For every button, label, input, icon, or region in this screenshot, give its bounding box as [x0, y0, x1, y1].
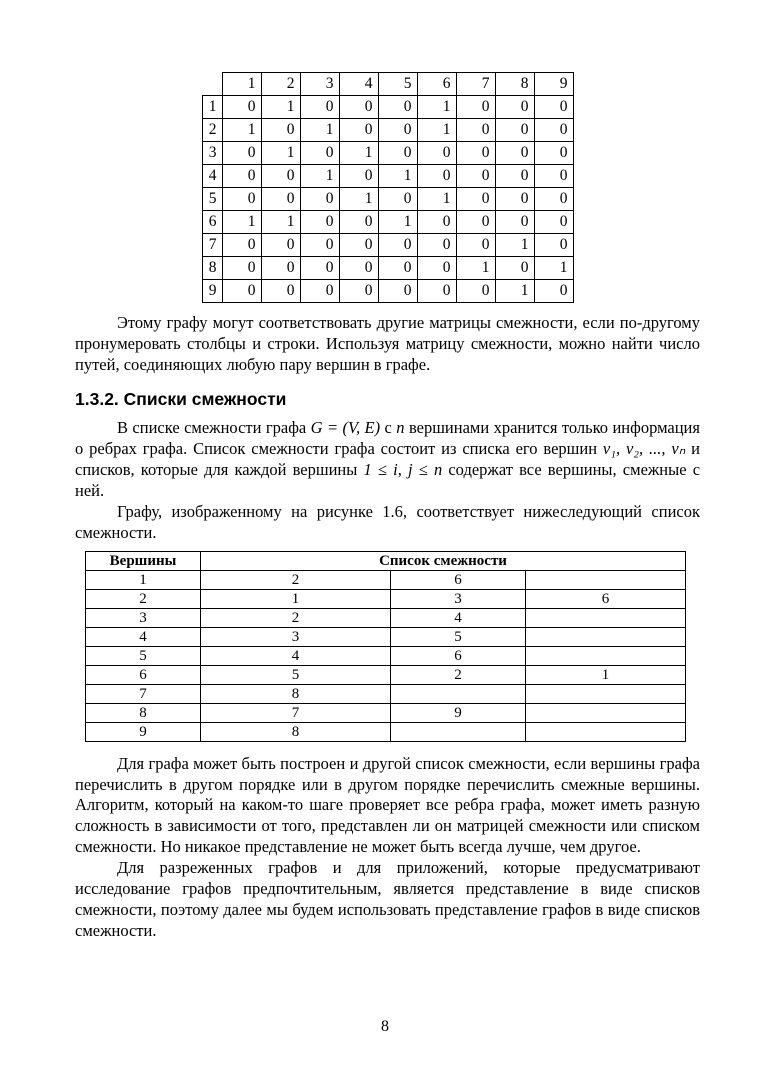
matrix-cell: 0: [300, 257, 339, 280]
matrix-cell: 0: [300, 211, 339, 234]
matrix-cell: 1: [261, 96, 300, 119]
adjacency-row: [86, 703, 686, 722]
paragraph-segment: вершинами хранится только информация о ребрах графа. Список смежности графа состоит из списка его вершин: [75, 417, 700, 458]
adjacency-list-cell: [526, 703, 686, 722]
matrix-row-label: 5: [202, 188, 222, 211]
matrix-cell: 0: [378, 119, 417, 142]
adjacency-list-cell: [526, 608, 686, 627]
matrix-row: [202, 165, 573, 188]
matrix-cell: 0: [456, 142, 495, 165]
paragraph-segment: В списке смежности графа: [117, 417, 311, 437]
paragraph-segment: с: [380, 417, 397, 437]
adjacency-list-cell: 5: [201, 665, 391, 684]
matrix-cell: 0: [378, 257, 417, 280]
paragraph-sparse-graphs: Для разреженных графов и для приложений, которые предусматривают исследование графов предпочтительным, является представление в виде списков смежности, поэтому далее мы будем использовать представление графов в виде списков смежности.: [75, 858, 700, 941]
matrix-cell: 0: [222, 280, 261, 303]
matrix-cell: 0: [495, 257, 534, 280]
matrix-cell: 1: [495, 280, 534, 303]
matrix-cell: 0: [378, 96, 417, 119]
adjacency-list-cell: 2: [201, 608, 391, 627]
matrix-cell: 0: [339, 211, 378, 234]
matrix-cell: 1: [300, 119, 339, 142]
adjacency-list-cell: 8: [201, 684, 391, 703]
adjacency-row: [86, 722, 686, 741]
paragraph-figure-note: Графу, изображенному на рисунке 1.6, соответствует нижеследующий список смежности.: [75, 501, 700, 542]
adjacency-list-cell: 2: [201, 570, 391, 589]
matrix-row: [202, 234, 573, 257]
adjacency-body: [86, 570, 686, 741]
matrix-cell: 1: [417, 119, 456, 142]
matrix-cell: 0: [339, 119, 378, 142]
paragraph-segment: содержат все вершины, смежные с ней.: [75, 459, 701, 500]
adjacency-list-cell: 5: [391, 627, 526, 646]
matrix-cell: 1: [222, 211, 261, 234]
paragraph-segment: n: [396, 417, 405, 437]
matrix-cell: 0: [300, 234, 339, 257]
matrix-cell: 0: [417, 165, 456, 188]
matrix-cell: 0: [339, 234, 378, 257]
adjacency-list-cell: 1: [201, 589, 391, 608]
matrix-cell: 0: [417, 211, 456, 234]
matrix-cell: 1: [534, 257, 573, 280]
matrix-header-container: [202, 73, 573, 96]
adjacency-header-vertices: Вершины: [86, 551, 201, 570]
matrix-cell: 1: [261, 142, 300, 165]
matrix-row-label: 3: [202, 142, 222, 165]
adjacency-list-cell: 6: [526, 589, 686, 608]
matrix-cell: 0: [222, 257, 261, 280]
matrix-cell: 0: [378, 188, 417, 211]
adjacency-row: [86, 589, 686, 608]
matrix-col-header: 6: [417, 73, 456, 96]
matrix-cell: 1: [456, 257, 495, 280]
paragraph-segment: и списков, которые для каждой вершины: [75, 438, 700, 479]
matrix-row-label: 9: [202, 280, 222, 303]
matrix-cell: 0: [261, 280, 300, 303]
matrix-row: [202, 280, 573, 303]
matrix-col-header: 2: [261, 73, 300, 96]
adjacency-list-cell: 3: [391, 589, 526, 608]
adjacency-list-cell: 6: [391, 570, 526, 589]
matrix-cell: 0: [495, 211, 534, 234]
matrix-cell: 1: [261, 211, 300, 234]
matrix-cell: 0: [456, 188, 495, 211]
matrix-cell: 0: [417, 257, 456, 280]
matrix-cell: 0: [534, 165, 573, 188]
matrix-cell: 0: [222, 165, 261, 188]
matrix-row-label: 1: [202, 96, 222, 119]
adjacency-list-cell: [391, 684, 526, 703]
matrix-col-header: 4: [339, 73, 378, 96]
matrix-row: [202, 142, 573, 165]
adjacency-list-cell: [526, 646, 686, 665]
adjacency-list-cell: 7: [201, 703, 391, 722]
matrix-row: [202, 96, 573, 119]
matrix-row-label: 4: [202, 165, 222, 188]
matrix-cell: 0: [300, 188, 339, 211]
matrix-cell: 0: [339, 257, 378, 280]
matrix-cell: 0: [495, 165, 534, 188]
matrix-cell: 0: [456, 211, 495, 234]
matrix-col-header: 1: [222, 73, 261, 96]
matrix-cell: 0: [417, 234, 456, 257]
paragraph-adjacency-intro: [75, 418, 700, 502]
paragraph-segment: v₁, v₂, ..., vₙ: [602, 438, 686, 458]
matrix-cell: 0: [261, 119, 300, 142]
adjacency-vertex-cell: 9: [86, 722, 201, 741]
matrix-cell: 0: [339, 165, 378, 188]
matrix-cell: 0: [534, 142, 573, 165]
paragraph-segment: G = (V, E): [310, 417, 381, 437]
adjacency-vertex-cell: 7: [86, 684, 201, 703]
matrix-cell: 0: [534, 280, 573, 303]
matrix-cell: 1: [378, 165, 417, 188]
matrix-col-header: 9: [534, 73, 573, 96]
matrix-col-header: 8: [495, 73, 534, 96]
matrix-cell: 1: [378, 211, 417, 234]
page-number: 8: [381, 1018, 389, 1035]
adjacency-list-cell: 2: [391, 665, 526, 684]
matrix-corner-cell: [202, 73, 222, 96]
matrix-row: [202, 211, 573, 234]
adjacency-row: [86, 627, 686, 646]
adjacency-matrix-table: [202, 72, 574, 303]
matrix-col-header: 3: [300, 73, 339, 96]
adjacency-list-cell: 4: [391, 608, 526, 627]
adjacency-list-table: [85, 551, 686, 742]
matrix-cell: 0: [222, 142, 261, 165]
adjacency-header-container: [86, 551, 686, 570]
adjacency-list-cell: 1: [526, 665, 686, 684]
matrix-cell: 1: [417, 96, 456, 119]
matrix-cell: 0: [534, 188, 573, 211]
matrix-cell: 0: [495, 188, 534, 211]
matrix-cell: 0: [261, 188, 300, 211]
adjacency-vertex-cell: 1: [86, 570, 201, 589]
matrix-body: [202, 96, 573, 303]
adjacency-row: [86, 646, 686, 665]
adjacency-list-cell: 6: [391, 646, 526, 665]
matrix-cell: 0: [300, 96, 339, 119]
adjacency-list-cell: [526, 570, 686, 589]
matrix-row-label: 6: [202, 211, 222, 234]
adjacency-list-cell: [526, 684, 686, 703]
matrix-cell: 1: [339, 188, 378, 211]
adjacency-vertex-cell: 3: [86, 608, 201, 627]
matrix-cell: 0: [495, 119, 534, 142]
matrix-row-label: 2: [202, 119, 222, 142]
adjacency-vertex-cell: 8: [86, 703, 201, 722]
matrix-cell: 0: [534, 119, 573, 142]
adjacency-list-cell: 3: [201, 627, 391, 646]
matrix-cell: 1: [417, 188, 456, 211]
matrix-row-label: 7: [202, 234, 222, 257]
section-heading: 1.3.2. Списки смежности: [75, 388, 287, 409]
matrix-cell: 0: [261, 234, 300, 257]
adjacency-vertex-cell: 6: [86, 665, 201, 684]
adjacency-list-cell: [526, 722, 686, 741]
matrix-cell: 0: [417, 142, 456, 165]
adjacency-vertex-cell: 5: [86, 646, 201, 665]
adjacency-list-cell: 8: [201, 722, 391, 741]
matrix-cell: 0: [222, 96, 261, 119]
matrix-cell: 0: [300, 142, 339, 165]
matrix-cell: 0: [378, 142, 417, 165]
paragraph-matrix-note: Этому графу могут соответствовать другие матрицы смежности, если по-другому пронумеровать столбцы и строки. Используя матрицу смежности, можно найти число путей, соединяющих любую пару вершин в графе.: [75, 313, 700, 374]
matrix-cell: 1: [222, 119, 261, 142]
matrix-cell: 0: [534, 211, 573, 234]
matrix-cell: 1: [495, 234, 534, 257]
matrix-cell: 0: [222, 234, 261, 257]
matrix-cell: 0: [534, 234, 573, 257]
matrix-header-row: [202, 73, 573, 96]
paragraph-other-list: Для графа может быть построен и другой список смежности, если вершины графа перечислить в другом порядке или в другом порядке перечислить смежные вершины. Алгоритм, который на каком-то шаге проверяет все ребра графа, может иметь разную сложность в зависимости от того, представлен ли он матрицей смежности или списком смежности. Но никакое представление не может быть всегда лучше, чем другое.: [75, 753, 700, 857]
matrix-cell: 0: [261, 165, 300, 188]
matrix-cell: 1: [300, 165, 339, 188]
matrix-row: [202, 257, 573, 280]
matrix-cell: 0: [339, 96, 378, 119]
matrix-row: [202, 188, 573, 211]
matrix-cell: 1: [339, 142, 378, 165]
adjacency-list-cell: [526, 627, 686, 646]
matrix-cell: 0: [456, 234, 495, 257]
adjacency-vertex-cell: 4: [86, 627, 201, 646]
matrix-col-header: 7: [456, 73, 495, 96]
adjacency-row: [86, 608, 686, 627]
matrix-cell: 0: [222, 188, 261, 211]
matrix-cell: 0: [300, 280, 339, 303]
matrix-row: [202, 119, 573, 142]
matrix-cell: 0: [456, 280, 495, 303]
matrix-row-label: 8: [202, 257, 222, 280]
matrix-cell: 0: [495, 142, 534, 165]
matrix-cell: 0: [378, 280, 417, 303]
adjacency-header-list: Список смежности: [201, 551, 686, 570]
adjacency-list-cell: 4: [201, 646, 391, 665]
adjacency-row: [86, 665, 686, 684]
matrix-cell: 0: [456, 119, 495, 142]
matrix-cell: 0: [456, 165, 495, 188]
adjacency-list-cell: [391, 722, 526, 741]
matrix-cell: 0: [456, 96, 495, 119]
adjacency-vertex-cell: 2: [86, 589, 201, 608]
matrix-cell: 0: [534, 96, 573, 119]
adjacency-row: [86, 684, 686, 703]
matrix-cell: 0: [417, 280, 456, 303]
adjacency-row: [86, 570, 686, 589]
paragraph-segment: 1 ≤ i, j ≤ n: [363, 459, 443, 479]
matrix-col-header: 5: [378, 73, 417, 96]
matrix-cell: 0: [495, 96, 534, 119]
adjacency-list-cell: 9: [391, 703, 526, 722]
matrix-cell: 0: [378, 234, 417, 257]
adjacency-header-row: [86, 551, 686, 570]
matrix-cell: 0: [261, 257, 300, 280]
matrix-cell: 0: [339, 280, 378, 303]
